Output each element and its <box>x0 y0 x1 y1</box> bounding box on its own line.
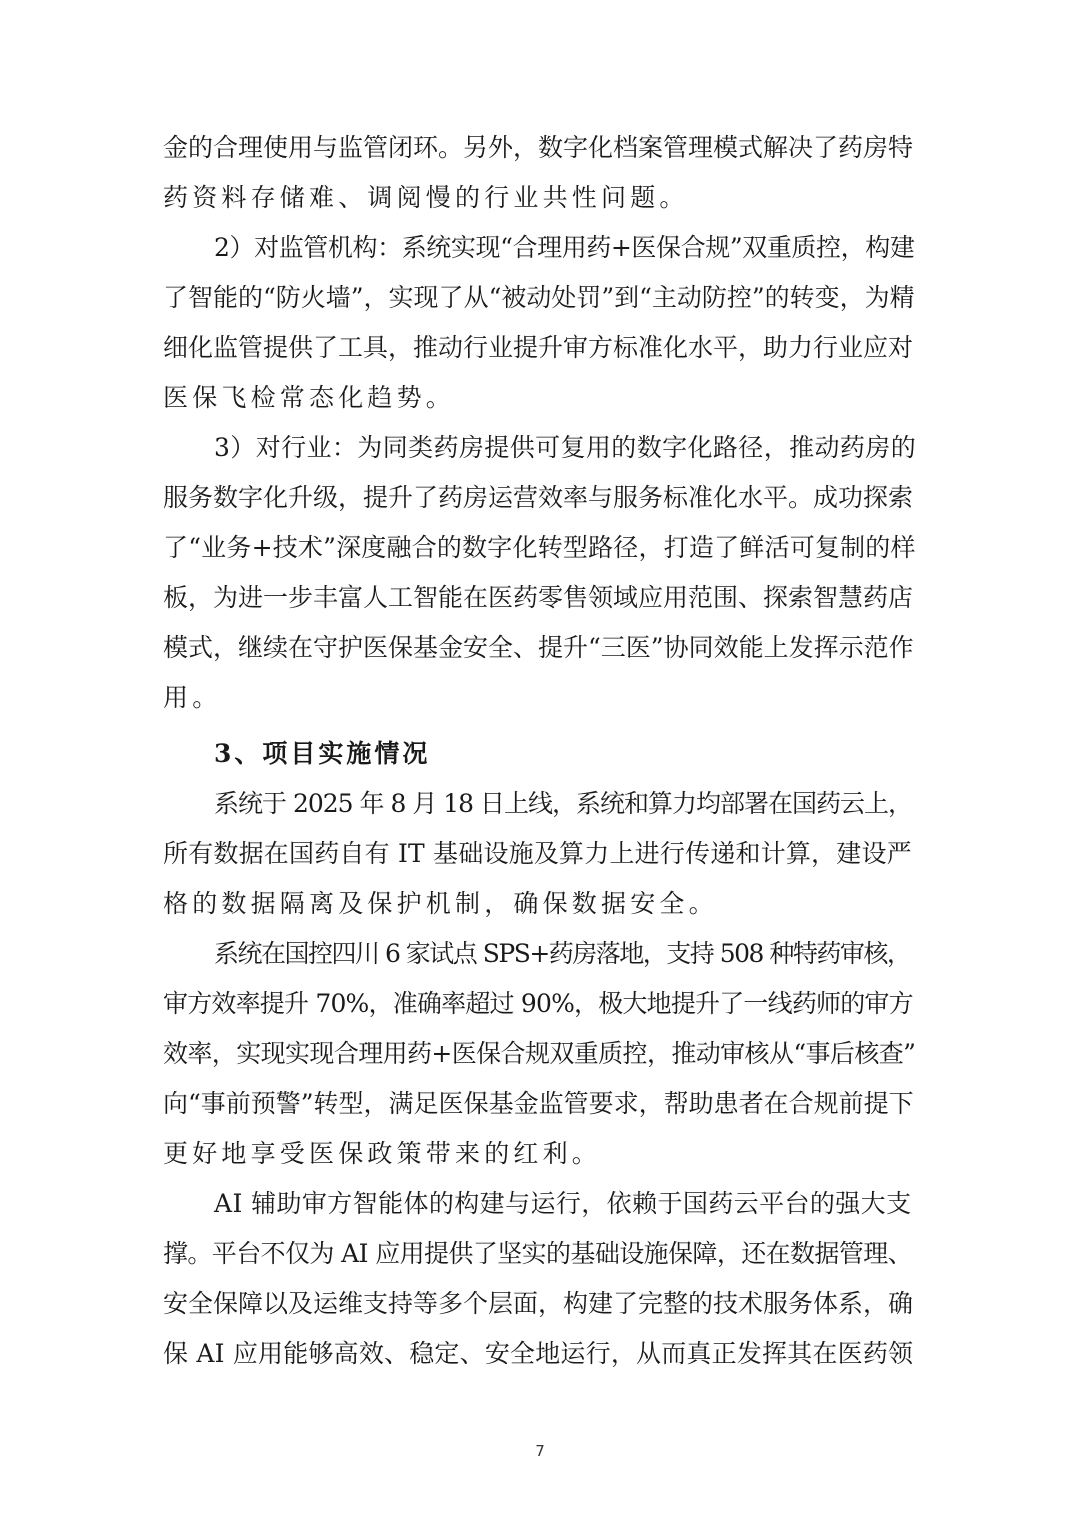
body-line: 模式，继续在守护医保基金安全、提升“三医”协同效能上发挥示范作 <box>163 633 914 662</box>
body-line: 板，为进一步丰富人工智能在医药零售领域应用范围、探索智慧药店 <box>163 583 914 612</box>
body-line: 格的数据隔离及保护机制，确保数据安全。 <box>163 889 718 918</box>
body-line: 用。 <box>163 683 222 712</box>
body-line: 系统在国控四川 6 家试点 SPS+药房落地，支持 508 种特药审核， <box>214 939 911 968</box>
body-line: 2）对监管机构：系统实现“合理用药+医保合规”双重质控，构建 <box>214 233 915 262</box>
body-line: 撑。平台不仅为 AI 应用提供了坚实的基础设施保障，还在数据管理、 <box>163 1239 913 1268</box>
body-line: 细化监管提供了工具，推动行业提升审方标准化水平，助力行业应对 <box>163 333 914 362</box>
body-line: 服务数字化升级，提升了药房运营效率与服务标准化水平。成功探索 <box>163 483 914 512</box>
body-line: 安全保障以及运维支持等多个层面，构建了完整的技术服务体系，确 <box>163 1289 914 1318</box>
body-line: 所有数据在国药自有 IT 基础设施及算力上进行传递和计算，建设严 <box>163 839 912 868</box>
body-line: 医保飞检常态化趋势。 <box>163 383 456 412</box>
body-line: 保 AI 应用能够高效、稳定、安全地运行，从而真正发挥其在医药领 <box>163 1339 914 1368</box>
body-line: 金的合理使用与监管闭环。另外，数字化档案管理模式解决了药房特 <box>163 133 914 162</box>
page-number: 7 <box>535 1442 545 1460</box>
body-line: 效率，实现实现合理用药+医保合规双重质控，推动审核从“事后核查” <box>163 1039 916 1068</box>
body-line: 向“事前预警”转型，满足医保基金监管要求，帮助患者在合规前提下 <box>163 1089 914 1118</box>
body-line: 药资料存储难、调阅慢的行业共性问题。 <box>163 183 689 212</box>
body-line: 更好地享受医保政策带来的红利。 <box>163 1139 602 1168</box>
section-heading: 3、项目实施情况 <box>214 739 431 768</box>
body-line: 3）对行业：为同类药房提供可复用的数字化路径，推动药房的 <box>214 433 917 462</box>
body-line: 了“业务+技术”深度融合的数字化转型路径，打造了鲜活可复制的样 <box>163 533 916 562</box>
body-line: 审方效率提升 70%，准确率超过 90%，极大地提升了一线药师的审方 <box>163 989 913 1018</box>
body-line: AI 辅助审方智能体的构建与运行，依赖于国药云平台的强大支 <box>214 1189 912 1218</box>
body-line: 系统于 2025 年 8 月 18 日上线，系统和算力均部署在国药云上， <box>214 789 913 818</box>
body-line: 了智能的“防火墙”，实现了从“被动处罚”到“主动防控”的转变，为精 <box>163 283 915 312</box>
